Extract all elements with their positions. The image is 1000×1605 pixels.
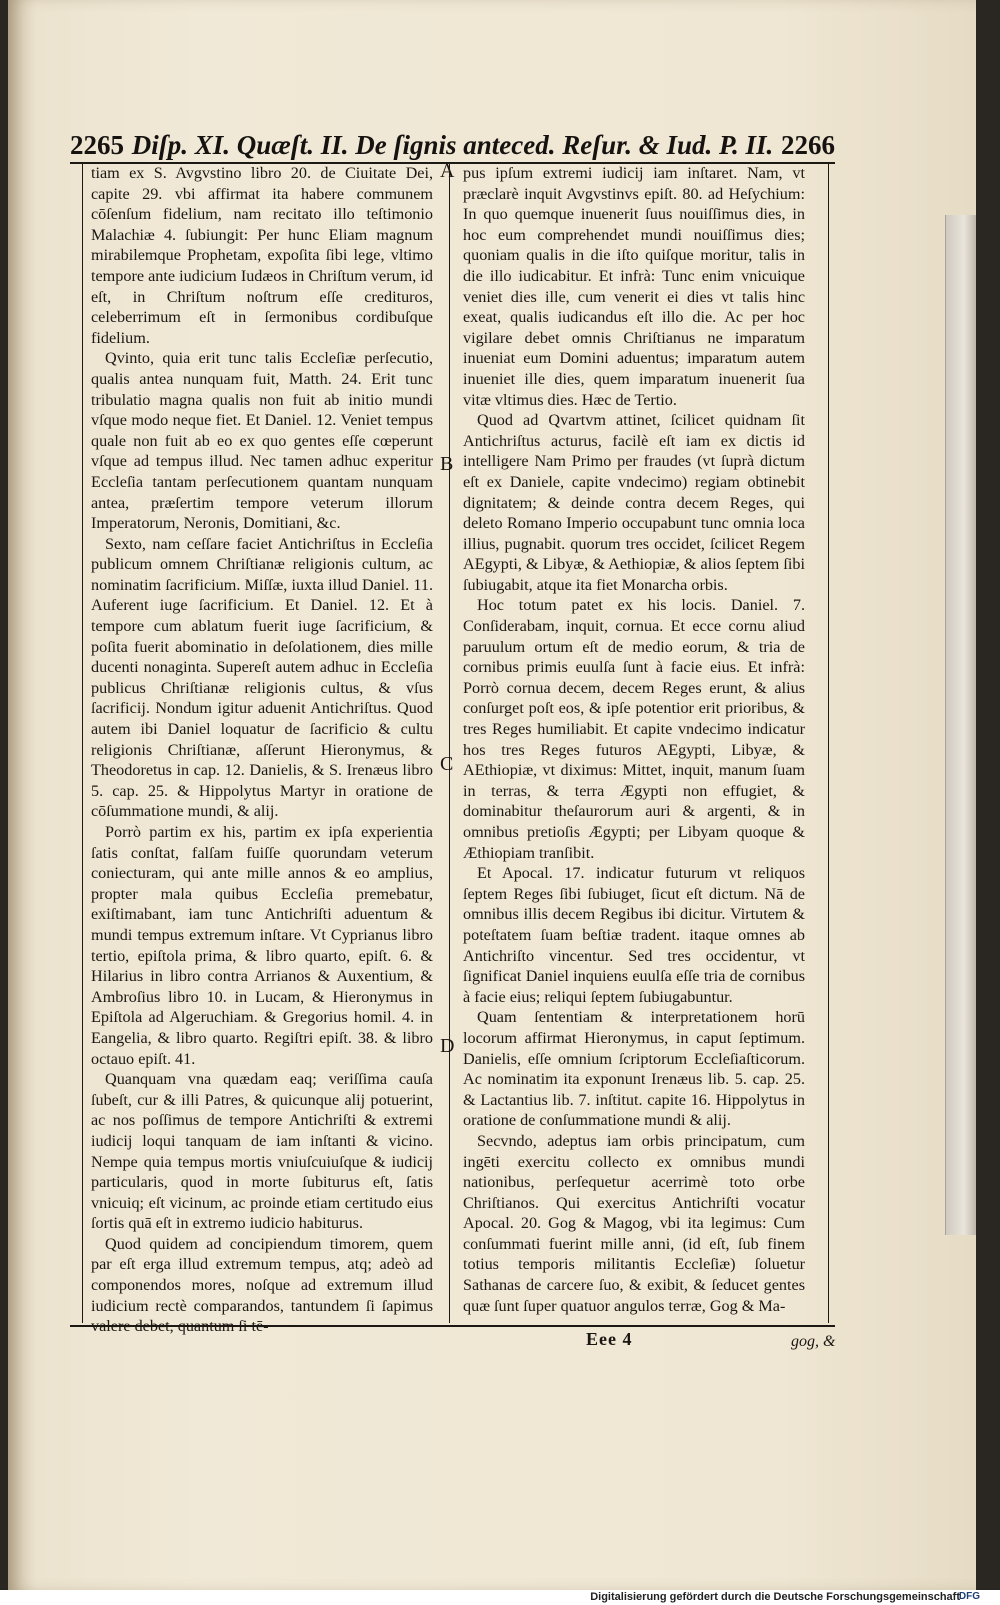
right-page-number: 2266 — [780, 130, 835, 160]
page-tab-strip — [945, 215, 976, 1235]
paragraph: Quanquam vna quædam eaq; veriſſima cauſa ſubeſt, cur & illi Patres, & quicunque alij potuerint, ac nos poſſimus de tempore Antichriſti & extremi iudicij loqui tanquam de iam inſtanti & vicino. Nempe quia tempus mortis vniuſcuiuſque & iudicij particularis, quod in morte ſubiturus eſt, ſatis vnicuiq; eſt vicinum, ac proinde etiam certitudo eius ſortis quā eſt in extremo iudicio habiturus. — [91, 1070, 433, 1233]
paragraph: Quod quidem ad concipiendum timorem, quem par eſt erga illud extremum tempus, atq; adeò ad componendos mores, noſque ad extremum illud iudicium rectè comparandos, tantundem ſi ſapimus valere debet, quantum ſi tē- — [91, 1234, 433, 1336]
catchword: gog, & — [791, 1333, 836, 1350]
paragraph: Secvndo, adeptus iam orbis principatum, cum ingēti exercitu collecto ex omnibus mundi nationibus, perſequetur acerrimè toto orbe Chriſtianos. Qui exercitus Antichriſti vocatur Apocal. 20. Gog & Magog, vbi ita legimus: Cum conſummati fuerint mille anni, (id eſt, ſub finem totius temporis militantis Eccleſiæ) ſoluetur Sathanas de carcere ſuo, & exibit, & ſeducet gentes quæ ſunt ſuper quatuor angulos terræ, Gog & Ma- — [463, 1131, 805, 1315]
running-header — [70, 130, 835, 162]
digitization-footer — [0, 1590, 1000, 1605]
paragraph: Quod ad Qvartvm attinet, ſcilicet quidnam ſit Antichriſtus acturus, facilè eſt iam ex dictis id intelligere Nam Primo per fraudes (vt ſuprà dictum eſt ex Daniele, capite vndecimo) regiam obtinebit dignitatem; & deinde contra decem Reges, qui deleto Romano Imperio occupabunt tunc omnia loca illius, pugnabit. quorum tres occidet, ſcilicet Regem AEgypti, & Libyæ, & Aethiopiæ, & alios ſeptem ſibi ſubiugabit, atque ita fiet Monarcha orbis. — [463, 411, 805, 594]
right-column-rule — [828, 163, 829, 1323]
dfg-logo: DFG — [958, 1591, 980, 1602]
paragraph: Et Apocal. 17. indicatur futurum vt reliquos ſeptem Reges ſibi ſubiuget, ſicut eſt dictum. Nā de omnibus illis decem Regibus ibi dicitur. Virtutem & poteſtatem ſuam beſtiæ tradent. itaque omnes ab Antichriſto vincentur. Sed tres occidentur, vt ſignificat Daniel inquiens euulſa eſſe tria de cornibus à facie eius; reliqui ſeptem ſubiugabuntur. — [463, 864, 805, 1006]
paragraph: Hoc totum patet ex his locis. Daniel. 7. Conſiderabam, inquit, cornua. Et ecce cornu aliud paruulum ortum eſt de medio eorum, & tria de cornibus primis euulſa ſunt à facie eius. Et infrà: Porrò cornua decem, decem Reges erunt, & alius conſurget poſt eos, & ipſe potentior erit prioribus, & tres Reges humiliabit. Et capite vndecimo indicatur hos tres Reges futuros AEgypti, Libyæ, & AEthiopiæ, vt diximus: Mittet, inquit, manum ſuam in terras, & terra Ægypti non effugiet, & dominabitur theſaurorum auri & argenti, & in omnibus pretioſis Ægypti; per Libyam quoque & Æthiopiam tranſibit. — [463, 596, 805, 862]
margin-letter-a: A — [440, 160, 455, 182]
paragraph: Qvinto, quia erit tunc talis Eccleſiæ perſecutio, qualis antea nunquam fuit, Matth. 24. Erit tunc tribulatio magna qualis non fuit ab initio mundi vſque modo neque fiet. Et Daniel. 12. Veniet tempus quale non fuit ab eo ex quo gentes eſſe cœperunt vſque ad tempus illud. Nec tamen adhuc experitur Eccleſia tantam perſecutionem quantam nunquam antea, præſertim tempore veterum illorum Imperatorum, Neronis, Domitiani, &c. — [91, 349, 433, 533]
signature-mark: Eee 4 — [586, 1329, 633, 1349]
footer-credit: Digitalisierung gefördert durch die Deutsche Forschungsgemeinschaft — [590, 1591, 960, 1603]
paragraph: Quam ſententiam & interpretationem horū locorum affirmat Hieronymus, in caput ſeptimum. Danielis, eſſe omnium ſcriptorum Eccleſiaſticorum. Ac nominatim ita exponunt Irenæus lib. 5. cap. 25. & Lactantius lib. 7. inſtitut. capite 16. Hippolytus in oratione de conſummatione mundi & alij. — [463, 1008, 805, 1130]
margin-letter-b: B — [440, 453, 454, 475]
paragraph: tiam ex S. Avgvstino libro 20. de Ciuitate Dei, capite 29. vbi affirmat ita habere communem cōſenſum fidelium, nam recitato illo teſtimonio Malachiæ 4. ſubiungit: Per hunc Eliam magnum mirabilemque Prophetam, expoſita ſibi lege, vltimo tempore ante iudicium Iudæos in Chriſtum verum, id eſt, in Chriſtum noſtrum eſſe credituros, celeberrimum eſt in ſermonibus cordibuſque fidelium. — [91, 164, 433, 347]
center-column-rule — [449, 163, 450, 1323]
left-column-rule — [82, 163, 83, 1323]
right-text-column — [463, 163, 805, 1316]
left-page-number: 2265 — [70, 130, 124, 160]
margin-letter-c: C — [440, 753, 454, 775]
running-title: Diſp. XI. Quæſt. II. De ſignis anteced. Reſur. & Iud. P. II. — [131, 130, 774, 160]
paragraph: Porrò partim ex his, partim ex ipſa experientia ſatis conſtat, falſam fuiſſe quorundam veterum coniecturam, qui ante mille annos & eo amplius, propter mala quibus Eccleſia premebatur, exiſtimabant, iam tunc Antichriſti aduentum & mundi tempus extremum inſtare. Vt Cyprianus libro tertio, epiſtola prima, & libro quarto, epiſt. 6. & Hilarius in libro contra Arrianos & Auxentium, & Ambroſius libro 10. in Lucam, & Hieronymus in Epiſtola ad Algeruchiam. & Gregorius homil. 4. in Eangelia, & libro quarto. Regiſtri epiſt. 38. & libro octauo epiſt. 41. — [91, 823, 433, 1068]
paragraph: pus ipſum extremi iudicij iam inſtaret. Nam, vt præclarè inquit Avgvstinvs epiſt. 80. ad Heſychium: In quo quemque inuenerit ſuus nouiſſimus dies, in hoc eum comprehendet mundi nouiſſimus dies; quoniam qualis in die iſto quiſque moritur, talis in die illo iudicabitur. Et infrà: Tunc enim vnicuique veniet dies ille, cum venerit ei dies vt talis hinc exeat, qualis iudicandus eſt illo die. Ac per hoc vigilare debet omnis Chriſtianus ne imparatum inueniat eum Domini aduentus; imparatum autem inueniet ille dies, quem imparatum inuenerit ſua vitæ vltimus dies. Hæc de Tertio. — [463, 164, 805, 409]
left-text-column — [91, 163, 433, 1337]
margin-letter-d: D — [440, 1035, 455, 1057]
paragraph: Sexto, nam ceſſare faciet Antichriſtus in Eccleſia publicum omnem Chriſtianæ religionis cultum, ac nominatim ſacrificium. Miſſæ, iuxta illud Daniel. 11. Auferent iuge ſacrificium. Et Daniel. 12. Et à tempore cum ablatum fuerit iuge ſacrificium, & poſita fuerit abominatio in deſolationem, dies mille ducenti nonaginta. Supereſt autem adhuc in Eccleſia publicus Chriſtianæ religionis cultus, & vſus ſacrificij. Nondum igitur aduenit Antichriſtus. Quod autem ibi Daniel loquatur de ſacrificio & cultu religionis Chriſtianæ, aſſerunt Hieronymus, & Theodoretus in cap. 12. Danielis, & S. Irenæus libro 5. cap. 25. & Hippolytus Martyr in oratione de cōſummatione mundi, & alij. — [91, 534, 433, 821]
book-page — [8, 0, 976, 1590]
